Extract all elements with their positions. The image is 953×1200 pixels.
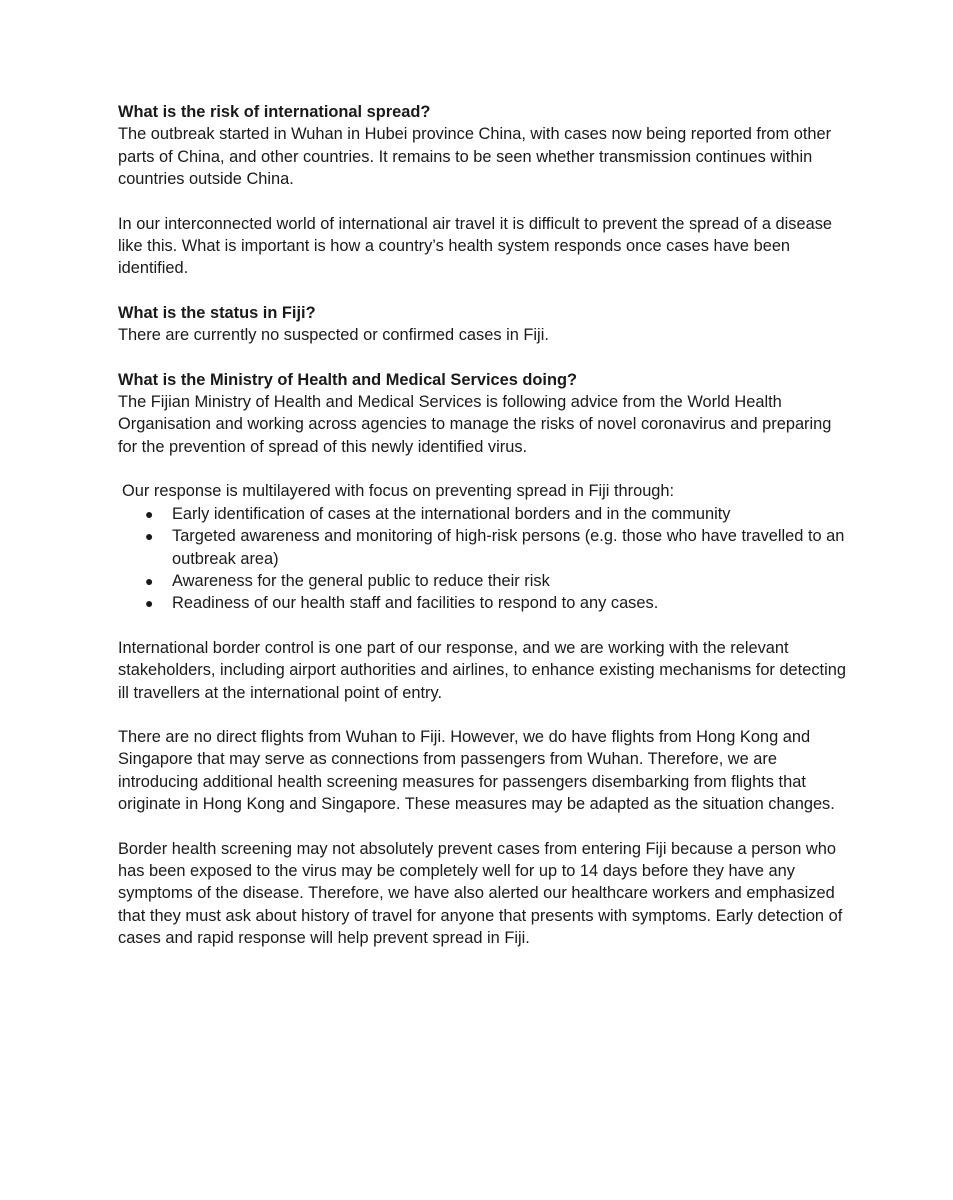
section-fiji-status xyxy=(118,302,848,347)
list-item-text: Targeted awareness and monitoring of high-risk persons (e.g. those who have travelled to an outbreak area) xyxy=(172,527,845,568)
response-bullet-list xyxy=(118,503,848,615)
section-international-spread xyxy=(118,101,848,191)
paragraph-response-intro: Our response is multilayered with focus on preventing spread in Fiji through: xyxy=(122,482,675,501)
heading-ministry-actions: What is the Ministry of Health and Medical Services doing? xyxy=(118,370,578,389)
bullet-icon: ● xyxy=(145,505,154,522)
paragraph-border-control: International border control is one part of our response, and we are working with the relevant stakeholders, including airport authorities and airlines, to enhance existing mechanisms for detecting ill travellers at the international point of entry. xyxy=(118,638,846,702)
list-item xyxy=(118,525,848,570)
heading-international-spread: What is the risk of international spread? xyxy=(118,103,431,121)
section-ministry-actions xyxy=(118,369,848,459)
bullet-icon: ● xyxy=(145,572,154,589)
document-page xyxy=(118,101,848,950)
bullet-icon: ● xyxy=(145,528,154,545)
section-response-list xyxy=(118,480,848,614)
paragraph-flights: There are no direct flights from Wuhan to Fiji. However, we do have flights from Hong Kong and Singapore that may serve as connections from passengers from Wuhan. Therefore, we are introducing additional health screening measures for passengers disembarking from flights that originate in Hong Kong and Singapore. These measures may be adapted as the situation changes. xyxy=(118,727,835,814)
paragraph-air-travel: In our interconnected world of international air travel it is difficult to prevent the spread of a disease like this. What is important is how a country’s health system responds once cases have been identified. xyxy=(118,214,833,278)
list-item-text: Readiness of our health staff and facilities to respond to any cases. xyxy=(172,594,659,613)
bullet-icon: ● xyxy=(145,595,154,612)
list-item xyxy=(118,503,848,525)
paragraph-border-screening: Border health screening may not absolutely prevent cases from entering Fiji because a person who has been exposed to the virus may be completely well for up to 14 days before they have any symptoms of the disease. Therefore, we have also alerted our healthcare workers and emphasized that they must ask about history of travel for anyone that presents with symptoms. Early detection of cases and rapid response will help prevent spread in Fiji. xyxy=(118,839,843,948)
section-flights xyxy=(118,726,848,816)
section-border-control xyxy=(118,637,848,704)
list-item xyxy=(118,592,848,614)
list-item xyxy=(118,570,848,592)
list-item-text: Awareness for the general public to reduce their risk xyxy=(172,571,550,590)
paragraph-fiji-status: There are currently no suspected or confirmed cases in Fiji. xyxy=(118,326,549,345)
section-air-travel xyxy=(118,213,848,280)
section-border-screening xyxy=(118,838,848,950)
list-item-text: Early identification of cases at the international borders and in the community xyxy=(172,504,731,523)
paragraph-outbreak-origin: The outbreak started in Wuhan in Hubei province China, with cases now being reported from other parts of China, and other countries. It remains to be seen whether transmission continues within countries outside China. xyxy=(118,125,832,189)
heading-fiji-status: What is the status in Fiji? xyxy=(118,303,316,322)
paragraph-ministry-actions: The Fijian Ministry of Health and Medical Services is following advice from the World Health Organisation and working across agencies to manage the risks of novel coronavirus and preparing for the prevention of spread of this newly identified virus. xyxy=(118,393,832,456)
